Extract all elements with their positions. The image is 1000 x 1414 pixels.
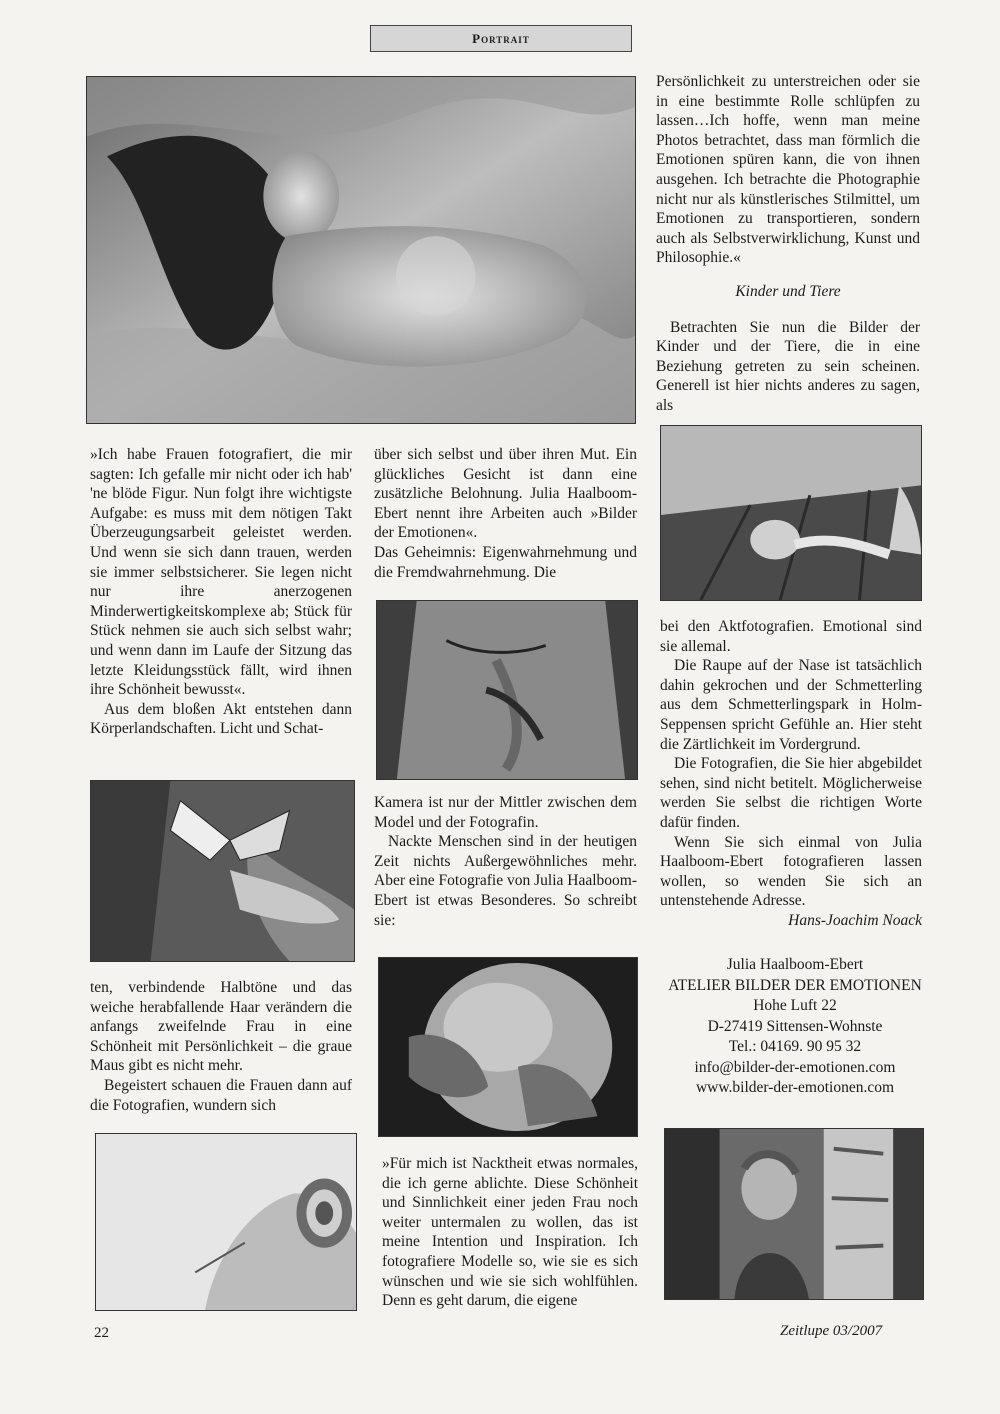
photo-child-trees [664,1128,924,1300]
photo-reclining-woman [86,76,636,424]
paragraph: Persönlichkeit zu unterstreichen oder sie in eine bestimmte Rolle schlüpfen zu lassen…Ich hoffe, wenn man meine Photos betrachtet, dass man förmlich die Emotionen spüren kann, die von ihnen ausgehen. Ich betrachte die Photographie nicht nur als künstlerisches Stilmittel, um Emotionen zu transportieren, sondern auch als Selbstverwirklichung, Kunst und Philosophie.« [656,73,920,267]
section-header [370,25,632,52]
column-1-block-1 [90,445,352,739]
address-street: Hohe Luft 22 [753,997,837,1014]
paragraph: Die Fotografien, die Sie hier abgebildet sehen, sind nicht betitelt. Möglicherweise werden Sie selbst die richtigen Worte dafür finden. [660,755,922,831]
subheading: Kinder und Tiere [735,282,841,300]
paragraph: ten, verbindende Halbtöne und das weiche herabfallende Haar verändern die anfangs zweifelnde Frau in eine Schönheit mit Persönlichkeit – die graue Maus gibt es nicht mehr. [90,979,352,1075]
author-name: Hans-Joachim Noack [788,911,922,929]
paragraph: über sich selbst und über ihren Mut. Ein glückliches Gesicht ist dann eine zusätzliche Belohnung. Julia Haalboom-Ebert nennt ihre Arbeiten auch »Bilder der Emotionen«. [374,446,637,542]
photo-snail-wood [660,425,922,601]
paragraph: Wenn Sie sich einmal von Julia Haalboom-Ebert fotografieren lassen wollen, so wenden Sie sich an untenstehende Adresse. [660,833,922,910]
paragraph: Nackte Menschen sind in der heutigen Zeit nichts Außergewöhnliches mehr. Aber eine Fotografie von Julia Haalboom-Ebert ist etwas Besonderes. So schreibt sie: [374,833,637,929]
page-number-text: 22 [94,1325,109,1341]
section-title: Portrait [472,30,530,46]
address-city: D-27419 Sittensen-Wohnste [707,1017,883,1035]
paragraph: Aus dem bloßen Akt entstehen dann Körperlandschaften. Licht und Schat- [90,700,352,738]
address-website: www.bilder-der-emotionen.com [695,1079,895,1096]
paragraph: bei den Aktfotografien. Emotional sind sie allemal. [660,618,922,655]
photo-caterpillar-nose [376,600,638,780]
address-atelier: ATELIER BILDER DER EMOTIONEN [668,976,922,994]
paragraph: Kamera ist nur der Mittler zwischen dem Model und der Fotografin. [374,794,637,831]
paragraph: »Für mich ist Nacktheit etwas normales, die ich gerne ablichte. Diese Schönheit und Sinnlichkeit einer jeden Frau noch weiter untermalen zu wollen, das ist meine Intention und Inspiration. Ich fotografiere Modelle so, wie sie es sich wünschen und wie sie sich wohlfühlen. Denn es geht darum, die eigene [382,1155,638,1310]
paragraph: Begeistert schauen die Frauen dann auf die Fotografien, wundern sich [90,1076,352,1114]
magazine-issue-text: Zeitlupe 03/2007 [780,1323,883,1339]
address-block [650,955,940,1099]
photo-snail-finger [95,1133,357,1311]
photo-butterfly-hand [90,780,355,962]
column-1-block-2 [90,978,352,1115]
paragraph: Das Geheimnis: Eigenwahrnehmung und die Fremdwahrnehmung. Die [374,543,637,581]
photo-pregnant-belly [378,957,638,1137]
column-3-block-2 [660,617,922,931]
address-email: info@bilder-der-emotionen.com [694,1058,896,1076]
address-name: Julia Haalboom-Ebert [726,956,864,973]
magazine-issue [780,1323,882,1340]
column-2-block-3 [382,1154,638,1311]
address-phone: Tel.: 04169. 90 95 32 [728,1038,862,1055]
paragraph: »Ich habe Frauen fotografiert, die mir sagten: Ich gefalle mir nicht oder ich hab' 'ne blöde Figur. Nun folgt ihre wichtigste Aufgabe: es muss mit dem nötigen Takt Überzeugungsarbeit geleistet werden. Und wenn sie sich dann trauen, werden sie immer selbstsicherer. Sie legen nicht nur ihre anerzogenen Minderwertigkeitskomplexe ab; Stück für Stück nehmen sie auch sich selbst wahr; und wenn dann im Laufe der Sitzung das letzte Kleidungsstück fällt, wird ihnen ihre Schönheit bewusst«. [90,446,352,699]
paragraph: Die Raupe auf der Nase ist tatsächlich dahin gekrochen und der Schmetterling aus dem Schmetterlingspark in Holm-Seppensen spricht Gefühle an. Hier steht die Zärtlichkeit im Vordergrund. [660,657,922,753]
paragraph: Betrachten Sie nun die Bilder der Kinder und der Tiere, die in eine Beziehung getreten zu sein scheinen. Generell ist hier nichts anderes zu sagen, als [656,318,920,414]
column-2-block-1 [374,445,637,582]
page-number [94,1325,109,1342]
column-2-block-2 [374,793,637,930]
column-3-block-1 [656,72,920,416]
